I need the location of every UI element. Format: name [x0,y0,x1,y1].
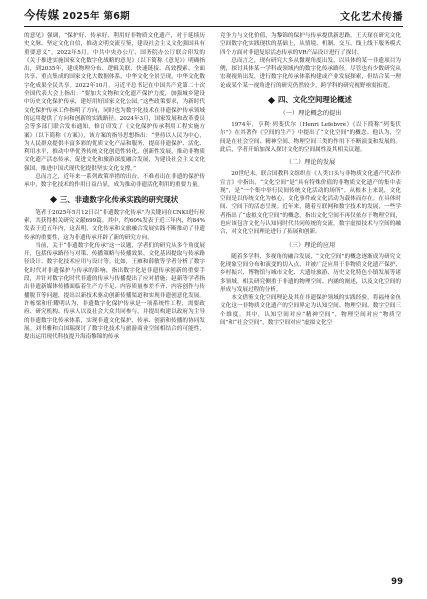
paragraph: 总而言之，近年来一系列政策举措的出台，不难看出在非遗的保护传承中，数字化技术的作用日益凸显，成为推动非遗活化利用的重要力量。 [24,174,205,189]
right-column [220,32,401,572]
paragraph: 笔者于2025年5月12日以“非遗数字化传承”为关键词在CNKI进行检索，共获得相关研究文献699篇。其中，约60%发表于近三年内，约84%发表于近五年内，这表明，文化传承和文旅融合发展实践不断推动了非遗传承的重要性，这为非遗传承开辟了新的研究方向。 [24,209,205,241]
paragraph: 20世纪末，联合国教科文组织在《人类口头与非物质文化遗产代表作宣言》中指出，“文化空间”是“具有特殊价值的非物质文化遗产的集中表现”，是“一个集中举行民间传统文化活动的场所”。从根本上来说，文化空间是以传统文化为核心，文化事件或文化活动为载体而存在。在具体时间、空间下的活态呈现。近年来，随着互联网和数字技术的发展，一些学者指出了“虚拟文化空间”的概念，指出文化空间不再仅依存于物理空间，也应该包含文化与认知同时代共同传统的交流，数字虚拟技术与空间的融合，对文化空间理论进行了拓展和创新。 [220,171,401,236]
paragraph: 当前，关于“非遗数字化传承”这一议题，学者们的研究从多个角度展开，包括传承路径与对策、传播策略与传播效果、文化基因提取与传承路径设计、数字化技术应用与设计等。比如，王雁和薛敏等学者分析了数字化时代对非遗保护与传承的影响，指出数字化是非遗传承创新的重要手段，并针对数字化时代非遗的传承与传播提出了应对措施；赵新等学者指出非遗新媒体传播面临着生产力不足、内容质量参差不齐、内容创作与传播脱节等问题，提出以新技术驱动创新传播渠道和实现非遗创意化发展。许栋梁和任耀明认为，非遗数字化保护传承是一项系统性工程，需要政府、研究机构、传承人以及社会大众共同参与，并提出构建以政府为主导的非遗数字化传承体系，实现非遗文化保护、传承、创新和传播的协同发展。刘书雅和白国瑞探讨了数字化技术与旅游商业空间相结合的可能性，提出运用现代科技提升海南黎锦的传承 [24,242,205,341]
paragraph: 竞争力与文化价值，为黎锦的保护与传承提供新思路。王天琛在研究文化空间数字化实践现状的基础上，从情境、机制、交互、线上线下服务模式四个方面对非遗复原活态传承的VR产品设计进行了探讨。 [220,33,401,56]
paragraph: 随着多学科、多视角的融合发展，“文化空间”的概念逐渐成为研究文化现象空间分布和演变的切入点，并被广泛应用于非物质文化遗产保护、乡村振兴、博物馆与城市文化、大遗址旅游、历史文化特色小镇发展等诸多领域。相关研究侧重于非遗的物理空间、内涵的阐述，以及文化空间的形成与发展过程的分析。 [220,253,401,293]
diamond-bullet-icon [50,196,57,203]
journal-brand [24,7,130,23]
page-number: 99 [391,577,403,587]
section-heading [220,95,401,105]
diamond-bullet-icon [268,97,275,104]
left-column [24,32,205,572]
page-header [24,6,403,26]
subsection-heading: （一）理论概念的提出 [279,110,342,118]
subsection-heading: （三）理论的应用 [285,241,336,249]
paragraph: 1974年，亨利·列斐伏尔（Henri Lefebvre）《以下简称“列斐伏尔”》在其著作《空间的生产》中提出了“文化空间”的概念。他认为，空间是在社会空间、精神空间、物理空间三类的作用下不断演变和发展的。此后，学者开始加深入探讨文化的空间属性及其相关议题。 [220,122,401,153]
journal-name: 今传媒 [24,8,60,22]
paragraph: 本文借鉴文化空间理论及其在非遗保护领域的实践经验，将福州金鱼文化这一非物质文化遗产的空间界定为认知空间、物理空间、数字空间三个维度。其中，认知空间对应“精神空间”，物理空间对应“物质空间”和“社会空间”，数字空间对应“虚拟文化空 [220,295,401,327]
section-heading-text: 三、非遗数字化传承实践的研究现状 [59,194,179,204]
paragraph: 的意见》强调，“保护好、传承好、利用好非物质文化遗产，对于延续历史文脉、坚定文化自信，推动文明交流互鉴，建设社会主义文化强国具有重要意义”。2022年5月，中共中央办公厅、国务院办公厅联合印发的《关于推进实施国家文化数字化战略的意见》（以下简称《意见》）明确指出，到2035年，建成物理分布、逻辑关联、快速链接、高效搜索、全面共享、重点集成的国家文化大数据体系，中华文化全景呈现，中华文化数字化成果全民共享。2022年10月，习近平总书记在中国共产党第二十次全国代表大会上指出：“要加大文物和文化遗产保护力度，加强城乡建设中历史文化保护传承，建好用好国家文化公园。”这些政策要求，为新时代文化保护传承工作指明了方向，同时也为数字化技术在非遗保护传承领域的运用提供了方向和创新的实践路径。2024年3月，国家发展和改革委员会等多部门联合发布通知，修订印发了《文化保护传承利用工程实施方案》（以下简称《方案》），该方案的指导思想指出：“坚持以人民为中心，为人民群众提供丰富多彩的优质文化产品和服务，提高非遗保护、活化、利用水平，推动中华优秀传统文化创造性转化、创新性发展，推动非物质文化遗产活态传承，促进文化和旅游深度融合发展，为建设社会主义文化强国、推进中国式现代化提供坚实文化支撑。” [24,33,205,172]
header-divider [24,26,403,27]
section-title: 文化艺术传播 [340,12,403,23]
section-heading-text: 四、文化空间理论概述 [278,95,352,105]
subsection-heading: （二）理论的发展 [285,159,336,167]
paragraph: 总而言之，现有研究大多从微观角度出发，以具体的某一非遗项目为例，探讨具体某一学科或领域内的数字化传承路径。尽管也有少数研究从宏观视角出发，进行数字化传承体系构建或产业发展探索，但结合某一理论或某个某一视角进行的研究仍然较少，跨学科的研究视野亟需拓宽。 [220,57,401,89]
section-heading [24,195,205,205]
issue-number: 2025年 第6期 [62,11,130,22]
